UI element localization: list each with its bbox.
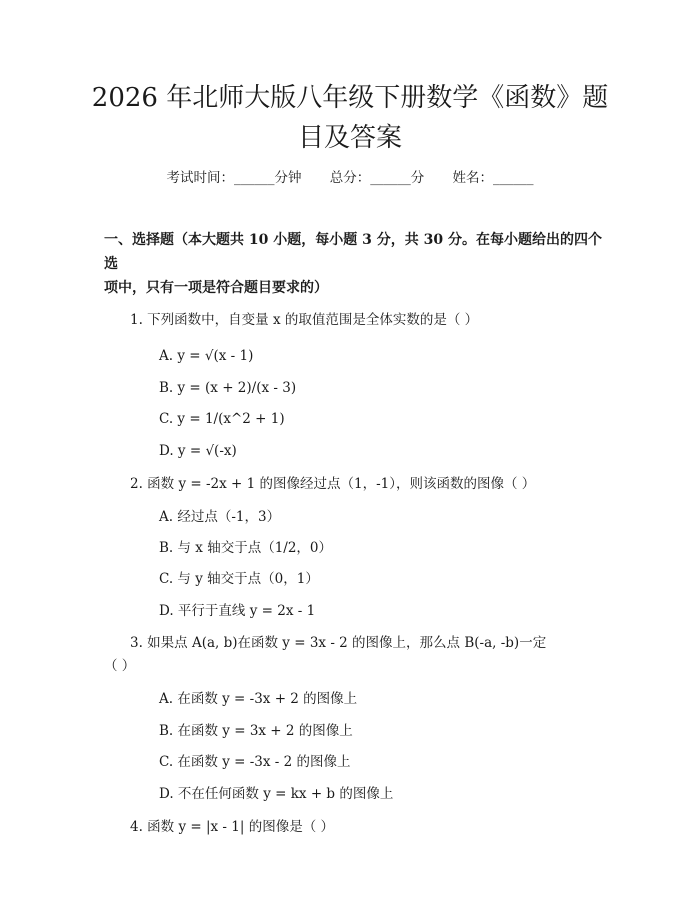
question-3-stem-continuation: （ ）	[104, 658, 136, 674]
question-3-stem: 3. 如果点 A(a, b)在函数 y = 3x - 2 的图像上，那么点 B(-a, -b)一定	[130, 635, 547, 651]
question-3-option-b: B. 在函数 y = 3x + 2 的图像上	[159, 723, 353, 739]
question-2-option-d: D. 平行于直线 y = 2x - 1	[159, 603, 316, 619]
question-2-option-a: A. 经过点（-1，3）	[159, 509, 281, 525]
document-title	[60, 78, 640, 158]
question-2-option-b: B. 与 x 轴交于点（1/2，0）	[159, 540, 333, 556]
section-heading	[104, 228, 604, 300]
question-1-option-b: B. y = (x + 2)/(x - 3)	[159, 380, 297, 396]
question-2-option-c: C. 与 y 轴交于点（0，1）	[159, 571, 319, 587]
exam-score: 总分：______分	[329, 170, 425, 186]
title-line-1: 2026 年北师大版八年级下册数学《函数》题	[91, 83, 609, 113]
question-1-option-a: A. y = √(x - 1)	[159, 348, 254, 364]
exam-time: 考试时间：______分钟	[166, 170, 302, 186]
section-heading-line-2: 项中，只有一项是符合题目要求的）	[104, 280, 328, 296]
question-1-stem: 1. 下列函数中，自变量 x 的取值范围是全体实数的是（ ）	[130, 312, 479, 328]
question-3-option-d: D. 不在任何函数 y = kx + b 的图像上	[159, 786, 394, 802]
question-3-option-a: A. 在函数 y = -3x + 2 的图像上	[159, 691, 358, 707]
question-4-stem: 4. 函数 y = |x - 1| 的图像是（ ）	[130, 819, 335, 835]
section-heading-line-1: 一、选择题（本大题共 10 小题，每小题 3 分，共 30 分。在每小题给出的四个选	[104, 232, 602, 272]
question-3-option-c: C. 在函数 y = -3x - 2 的图像上	[159, 754, 351, 770]
title-line-2: 目及答案	[297, 123, 402, 153]
question-1-option-d: D. y = √(-x)	[159, 443, 237, 459]
question-1-option-c: C. y = 1/(x^2 + 1)	[159, 411, 285, 427]
student-name: 姓名：______	[452, 170, 534, 186]
exam-meta	[0, 168, 700, 188]
question-2-stem: 2. 函数 y = -2x + 1 的图像经过点（1，-1），则该函数的图像（ ）	[130, 476, 536, 492]
